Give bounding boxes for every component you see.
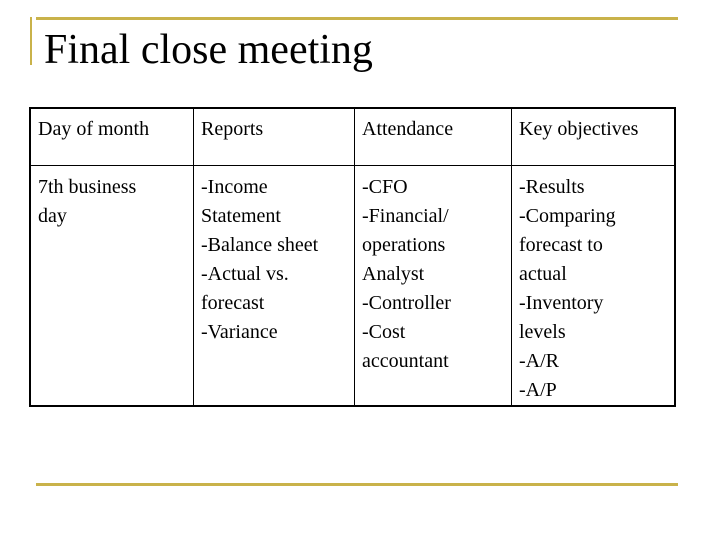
cell-key-objectives <box>512 166 676 407</box>
cell-attendance <box>355 166 512 407</box>
cell-line: -Results <box>519 176 585 198</box>
cell-line: -Controller <box>362 292 451 314</box>
cell-day <box>30 166 194 407</box>
cell-line: Statement <box>201 205 281 227</box>
cell-line: forecast to <box>519 234 603 256</box>
cell-line: accountant <box>362 350 449 372</box>
cell-line: forecast <box>201 292 265 314</box>
left-accent-tick <box>30 17 32 65</box>
table-header-row <box>30 108 675 166</box>
table-row <box>30 166 675 407</box>
cell-line: -Financial/ <box>362 205 449 227</box>
bottom-accent-rule <box>36 483 678 486</box>
close-meeting-table <box>29 107 676 407</box>
cell-line: -A/R <box>519 350 559 372</box>
cell-line: levels <box>519 321 566 343</box>
header-attendance: Attendance <box>355 108 512 166</box>
cell-line: -Variance <box>201 321 278 343</box>
cell-line: -Income <box>201 176 268 198</box>
header-reports: Reports <box>194 108 355 166</box>
slide-title: Final close meeting <box>44 27 373 73</box>
cell-line: -Inventory <box>519 292 604 314</box>
cell-line: Analyst <box>362 263 425 285</box>
cell-line: -Cost <box>362 321 406 343</box>
cell-line: 7th business <box>38 176 137 198</box>
header-day-of-month: Day of month <box>30 108 194 166</box>
cell-reports <box>194 166 355 407</box>
close-meeting-table-container <box>29 107 676 407</box>
cell-line: -CFO <box>362 176 408 198</box>
cell-line: day <box>38 205 67 227</box>
top-accent-rule <box>36 17 678 20</box>
header-key-objectives: Key objectives <box>512 108 676 166</box>
cell-line: -Comparing <box>519 205 616 227</box>
cell-line: actual <box>519 263 567 285</box>
cell-line: -A/P <box>519 379 557 401</box>
cell-line: operations <box>362 234 446 256</box>
cell-line: -Actual vs. <box>201 263 289 285</box>
cell-line: -Balance sheet <box>201 234 319 256</box>
